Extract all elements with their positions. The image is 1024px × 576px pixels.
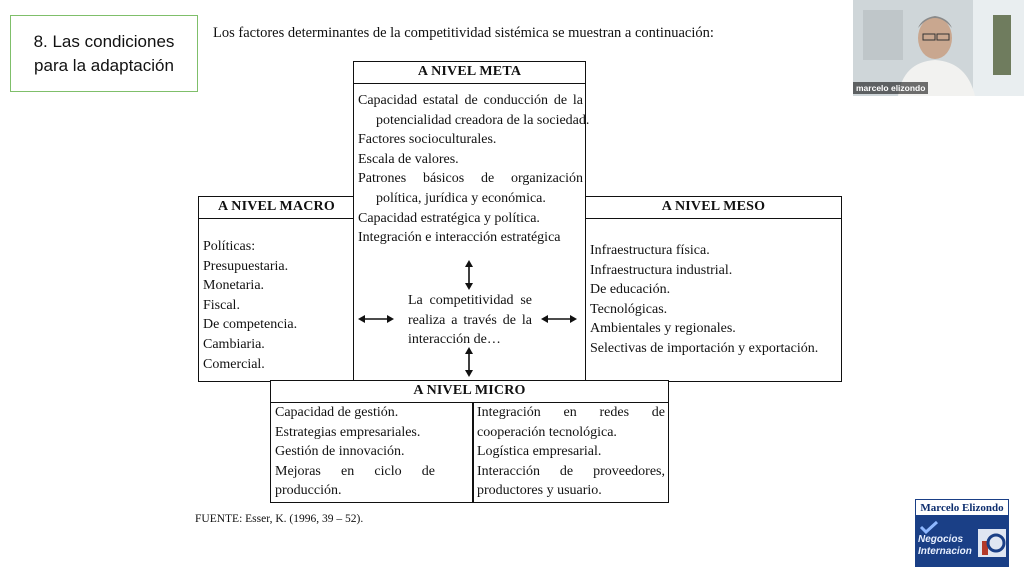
meta-box xyxy=(353,61,590,254)
micro-box xyxy=(270,380,669,503)
list-item: cooperación tecnológica. xyxy=(477,424,617,440)
list-item: Cambiaria. xyxy=(203,336,265,352)
list-item: Interacción de proveedores, xyxy=(477,463,665,479)
meta-title: A NIVEL META xyxy=(354,62,585,84)
list-item: Monetaria. xyxy=(203,278,265,294)
logo-text xyxy=(918,534,972,558)
center-line: realiza a través de la xyxy=(408,312,532,328)
brand-logo xyxy=(915,499,1009,567)
list-item: Mejoras en ciclo de xyxy=(275,463,435,479)
list-item: Integración e interacción estratégica xyxy=(358,230,561,246)
micro-left-list xyxy=(275,403,435,501)
list-item: Políticas: xyxy=(203,239,256,254)
meso-box xyxy=(585,196,842,382)
logo-emblem-icon xyxy=(978,529,1006,557)
list-item: Escala de valores. xyxy=(358,151,459,167)
list-item: Integración en redes de xyxy=(477,405,665,420)
list-item: Infraestructura física. xyxy=(590,243,710,258)
list-item: Patrones básicos de organización xyxy=(358,171,583,187)
list-item: Selectivas de importación y exportación. xyxy=(590,340,819,356)
center-line: La competitividad se xyxy=(408,293,532,308)
list-item: Presupuestaria. xyxy=(203,258,289,274)
list-item: política, jurídica y económica. xyxy=(376,190,546,206)
logo-line: Negocios xyxy=(918,534,964,545)
slide-section-label xyxy=(10,15,198,92)
list-item: Infraestructura industrial. xyxy=(590,262,733,278)
macro-box xyxy=(198,196,355,382)
meta-list xyxy=(358,91,590,248)
intro-text: Los factores determinantes de la competitividad sistémica se muestran a continuación: xyxy=(213,25,714,41)
arrow-left-right-icon xyxy=(358,313,394,325)
slide-label-line1: 8. Las condiciones xyxy=(33,31,175,51)
meso-list xyxy=(590,241,818,359)
slide-label-line2: para la adaptación xyxy=(34,55,174,75)
macro-title: A NIVEL MACRO xyxy=(199,197,354,219)
meso-title: A NIVEL MESO xyxy=(586,197,841,219)
micro-divider xyxy=(472,402,474,502)
list-item: Ambientales y regionales. xyxy=(590,321,736,337)
micro-right-list xyxy=(477,403,665,501)
micro-title: A NIVEL MICRO xyxy=(271,381,668,403)
list-item: Capacidad estatal de conducción de la xyxy=(358,93,583,108)
list-item: Comercial. xyxy=(203,356,265,372)
macro-list xyxy=(203,237,297,374)
arrow-up-down-bottom-icon xyxy=(463,347,475,377)
logo-name: Marcelo Elizondo xyxy=(915,499,1009,516)
arrow-up-down-top-icon xyxy=(463,260,475,290)
list-item: producción. xyxy=(275,483,342,499)
logo-line: Internacion xyxy=(918,546,972,557)
source-footnote: FUENTE: Esser, K. (1996, 39 – 52). xyxy=(195,513,364,525)
list-item: Capacidad de gestión. xyxy=(275,405,399,420)
participant-name: marcelo elizondo xyxy=(853,82,928,94)
list-item: De educación. xyxy=(590,282,671,298)
list-item: Tecnológicas. xyxy=(590,301,668,317)
list-item: Estrategias empresariales. xyxy=(275,424,421,440)
list-item: De competencia. xyxy=(203,317,298,333)
list-item: Capacidad estratégica y política. xyxy=(358,210,540,226)
center-text xyxy=(408,291,532,350)
list-item: potencialidad creadora de la sociedad. xyxy=(376,112,590,128)
list-item: productores y usuario. xyxy=(477,483,602,499)
list-item: Gestión de innovación. xyxy=(275,444,405,460)
list-item: Fiscal. xyxy=(203,297,240,313)
video-tile[interactable] xyxy=(853,0,1024,96)
checkmark-icon xyxy=(919,520,939,534)
arrow-left-right-icon xyxy=(541,313,577,325)
center-line: interacción de… xyxy=(408,332,501,348)
list-item: Factores socioculturales. xyxy=(358,132,497,148)
list-item: Logística empresarial. xyxy=(477,444,602,460)
